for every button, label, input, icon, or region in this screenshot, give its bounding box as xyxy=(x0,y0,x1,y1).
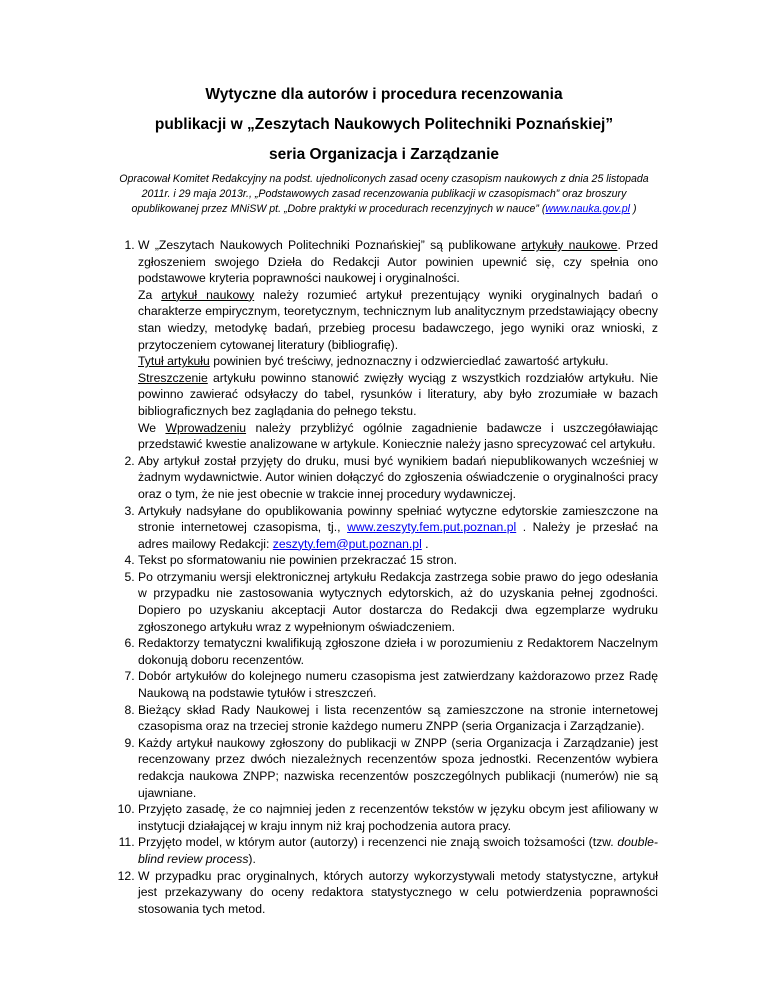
list-item: 7. Dobór artykułów do kolejnego numeru czasopisma jest zatwierdzany każdorazowo przez Radę Naukową na podstawie tytułów i streszczeń. xyxy=(138,668,658,701)
underlined-term: Tytuł artykułu xyxy=(138,354,210,369)
underlined-term: Wprowadzeniu xyxy=(165,420,247,435)
title-line-1: Wytyczne dla autorów i procedura recenzowania xyxy=(205,86,563,103)
text: ). xyxy=(248,851,256,866)
text: powinien być treściwy, jednoznaczny i odzwierciedlać zawartość artykułu. xyxy=(209,354,609,369)
title-line-3: seria Organizacja i Zarządzanie xyxy=(268,146,500,163)
italic-term: double-blind review process xyxy=(138,835,658,866)
text: Artykuły nadsyłane do opublikowania powinny spełniać wytyczne edytorskie zamieszczone na stronie internetowej czasopisma, tj., xyxy=(138,503,658,535)
list-item: 8. Bieżący skład Rady Naukowej i lista recenzentów są zamieszczone na stronie internetowej czasopisma oraz na trzeciej stronie każdego numeru ZNPP (seria Organizacja i Zarządzanie). xyxy=(138,702,658,735)
text: Przyjęto model, w którym autor (autorzy) i recenzenci nie znają swoich tożsamości (tzw. xyxy=(138,835,618,850)
text: . Należy je przesłać na adres mailowy Redakcji: xyxy=(138,520,658,551)
list-item: 6. Redaktorzy tematyczni kwalifikują zgłoszone dzieła i w porozumieniu z Redaktorem Naczelnym dokonują doboru recenzentów. xyxy=(138,635,658,668)
list-item: 10. Przyjęto zasadę, że co najmniej jeden z recenzentów tekstów w języku obcym jest afiliowany w instytucji działającej w kraju innym niż kraj pochodzenia autora pracy. xyxy=(138,801,658,834)
intro-close: ) xyxy=(630,203,637,215)
text: artykułu powinno stanowić zwięzły wyciąg z wszystkich rozdziałów artykułu. Nie powinno zawierać odsyłaczy do tabel, rysunków i literatury, aby było zrozumiałe w bazach bibliograficznych bez zaglądania do pełnego tekstu. xyxy=(138,370,658,418)
list-item xyxy=(138,834,658,867)
list-item: 5. Po otrzymaniu wersji elektronicznej artykułu Redakcja zastrzega sobie prawo do jego odesłania w przypadku nie zastosowania wytycznych edytorskich, aż do uzyskania pełnej zgodności. Dopiero po uzyskaniu akceptacji Autor dostarcza do Redakcji dwa egzemplarze wydruku zgłoszonego artykułu wraz z wypełnionym oświadczeniem. xyxy=(138,569,658,635)
intro-note xyxy=(110,172,658,217)
text: W „Zeszytach Naukowych Politechniki Poznańskiej” są publikowane xyxy=(138,238,522,252)
rules-list xyxy=(110,237,658,917)
text: We xyxy=(138,420,166,435)
underlined-term: Streszczenie xyxy=(138,370,208,385)
document-title xyxy=(0,80,768,170)
list-item xyxy=(138,503,658,553)
item-1-paragraph-2 xyxy=(138,287,658,353)
nauka-gov-link[interactable]: www.nauka.gov.pl xyxy=(545,203,631,215)
text: . Przed zgłoszeniem swojego Dzieła do Redakcji Autor powinien upewnić się, czy spełnia ono podstawowe kryteria poprawności naukowej i oryginalności. xyxy=(138,238,658,286)
zeszyty-website-link[interactable]: www.zeszyty.fem.put.poznan.pl xyxy=(347,520,517,535)
underlined-term: artykuł naukowy xyxy=(161,287,255,302)
list-item: 2. Aby artykuł został przyjęty do druku, musi być wynikiem badań niepublikowanych wcześniej w żadnym wydawnictwie. Autor winien dołączyć do zgłoszenia oświadczenie o oryginalności pracy oraz o tym, że nie jest obecnie w trakcie innej procedury wydawniczej. xyxy=(138,453,658,503)
list-item: 9. Każdy artykuł naukowy zgłoszony do publikacji w ZNPP (seria Organizacja i Zarządzanie) jest recenzowany przez dwóch niezależnych recenzentów spoza jednostki. Recenzentów wybiera redakcja naukowa ZNPP; nazwiska recenzentów poszczególnych publikacji (numerów) nie są ujawniane. xyxy=(138,735,658,801)
text: należy przybliżyć ogólnie zagadnienie badawcze i uszczegóławiając przedstawić kwestie analizowane w artykule. Koniecznie należy jasno sprecyzować cel artykułu. xyxy=(138,420,658,452)
item-1-paragraph-3 xyxy=(138,353,658,370)
item-1-paragraph-5 xyxy=(138,420,658,453)
item-1-paragraph-1 xyxy=(138,237,658,287)
list-item: 12. W przypadku prac oryginalnych, których autorzy wykorzystywali metody statystyczne, artykuł jest przekazywany do oceny redaktora statystycznego w celu potwierdzenia poprawności stosowania tych metod. xyxy=(138,868,658,918)
intro-text: Opracował Komitet Redakcyjny na podst. ujednoliconych zasad oceny czasopism naukowych z dnia 25 listopada 2011r. i 29 maja 2013r., „Podstawowych zasad recenzowania publikacji w czasopismach” oraz broszury opublikowanej przez MNiSW pt. „Dobre praktyki w procedurach recenzyjnych w nauce” ( xyxy=(119,173,649,215)
list-item: 4. Tekst po sformatowaniu nie powinien przekraczać 15 stron. xyxy=(138,552,658,569)
underlined-term: artykuły naukowe xyxy=(521,238,618,252)
text: należy rozumieć artykuł prezentujący wyniki oryginalnych badań o charakterze empirycznym, teoretycznym, technicznym lub analitycznym przedstawiający obecny stan wiedzy, metodykę badań, przebieg procesu badawczego, jego wyniki oraz wnioski, z przytoczeniem cytowanej literatury (bibliografię). xyxy=(138,287,658,352)
list-item xyxy=(138,237,658,453)
editorial-email-link[interactable]: zeszyty.fem@put.poznan.pl xyxy=(272,536,422,551)
text: Za xyxy=(138,287,162,302)
title-line-2: publikacji w „Zeszytach Naukowych Politechniki Poznańskiej” xyxy=(154,116,614,133)
item-1-paragraph-4 xyxy=(138,370,658,420)
text: . xyxy=(421,536,429,551)
